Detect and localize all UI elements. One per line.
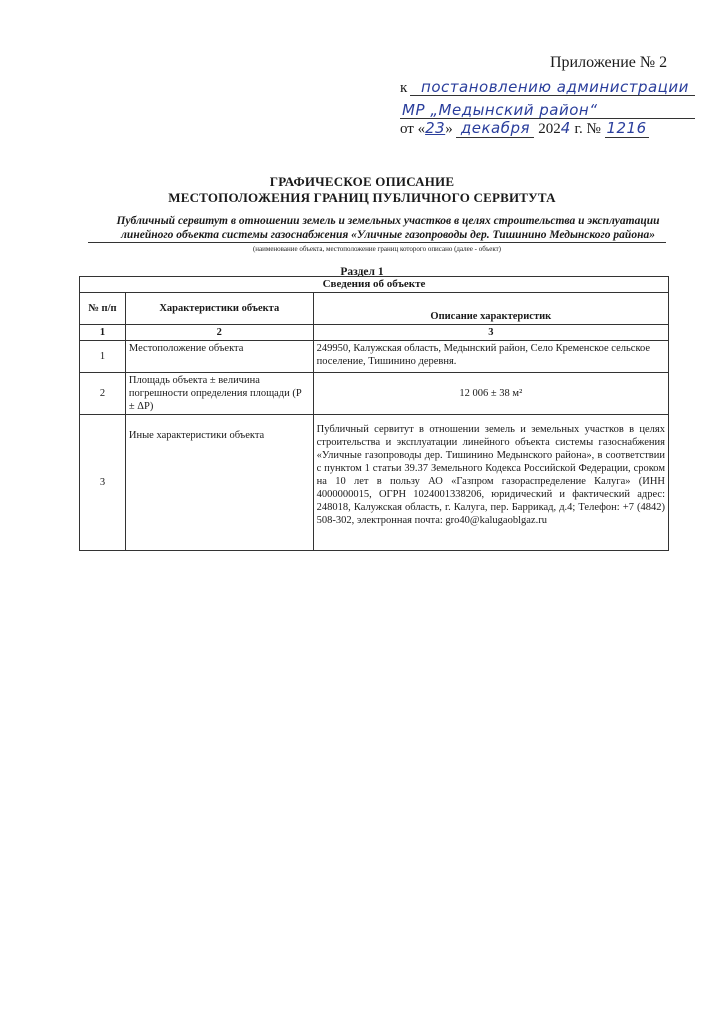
row-description: Публичный сервитут в отношении земель и земельных участков в целях строительства и эксплуатации линейного объекта системы газоснабжения «Уличные газопроводы дер. Тишинино Медынского района», в соответствии с пунктом 1 статьи 39.37 Земельного Кодекса Российской Федерации, сроком на 10 лет в пользу АО «Газпром газораспределение Калуга» (ИНН 4000000015, ОГРН 1024001338206, юридический и фактический адрес: 248018, Калужская область, г. Калуга, пер. Баррикад, д.4; Телефон: +7 (4842) 508-302, электронная почта: gro40@kalugaoblgaz.ru xyxy=(313,415,668,551)
appendix-year-prefix: 202 xyxy=(538,121,561,137)
table-subtitle-row xyxy=(80,277,669,293)
page-title-line-1: ГРАФИЧЕСКОЕ ОПИСАНИЕ xyxy=(269,174,455,189)
index-cell-3: 3 xyxy=(313,325,668,341)
appendix-handwritten-doc-type: постановлению администрации xyxy=(421,78,689,96)
row-characteristic: Иные характеристики объекта xyxy=(125,415,313,551)
appendix-month: декабря xyxy=(456,119,534,138)
table-row xyxy=(80,415,669,551)
row-description: 12 006 ± 38 м² xyxy=(313,373,668,415)
appendix-day: 23 xyxy=(425,119,446,137)
appendix-label: Приложение № 2 xyxy=(550,54,668,71)
section-subtitle: Сведения об объекте xyxy=(80,277,669,293)
appendix-handwritten-org: МР „Медынский район“ xyxy=(402,101,598,119)
appendix-date-mid: » xyxy=(445,121,453,137)
appendix-date-row xyxy=(400,119,649,138)
table-row xyxy=(80,341,669,373)
header-description: Описание характеристик xyxy=(313,293,668,325)
purpose-underline xyxy=(88,242,666,243)
appendix-date-prefix: от « xyxy=(400,121,426,137)
row-num: 2 xyxy=(80,373,126,415)
index-cell-1: 1 xyxy=(80,325,126,341)
index-cell-2: 2 xyxy=(125,325,313,341)
appendix-line-1 xyxy=(410,95,695,96)
appendix-to-prefix: к xyxy=(400,80,408,96)
row-num: 1 xyxy=(80,341,126,373)
table-index-row xyxy=(80,325,669,341)
table-header-row xyxy=(80,293,669,325)
purpose-line-1: Публичный сервитут в отношении земель и земельных участков в целях строительства и эксплуатации xyxy=(116,215,660,227)
purpose-line-2: линейного объекта системы газоснабжения «Уличные газопроводы дер. Тишинино Медынского района» xyxy=(121,229,655,241)
row-description: 249950, Калужская область, Медынский район, Село Кременское сельское поселение, Тишинино деревня. xyxy=(313,341,668,373)
row-characteristic: Площадь объекта ± величина погрешности определения площади (P ± ΔP) xyxy=(125,373,313,415)
header-num: № п/п xyxy=(80,293,126,325)
appendix-number: 1216 xyxy=(606,119,647,137)
appendix-year-digit: 4 xyxy=(560,119,571,137)
row-num: 3 xyxy=(80,415,126,551)
table-row xyxy=(80,373,669,415)
header-characteristic: Характеристики объекта xyxy=(125,293,313,325)
object-info-table xyxy=(79,276,669,551)
page-title-line-2: МЕСТОПОЛОЖЕНИЯ ГРАНИЦ ПУБЛИЧНОГО СЕРВИТУТА xyxy=(168,190,556,205)
appendix-year-suffix: г. № xyxy=(574,121,601,137)
row-characteristic: Местоположение объекта xyxy=(125,341,313,373)
purpose-note: (наименование объекта, местоположение границ которого описано (далее - объект) xyxy=(252,245,502,253)
section-title: Раздел 1 xyxy=(340,266,384,278)
